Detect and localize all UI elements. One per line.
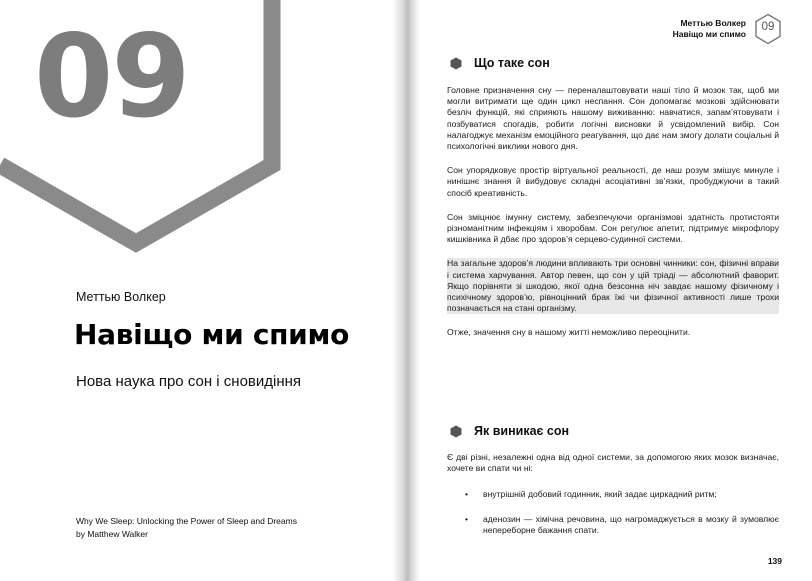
bullet-dot-icon: • (465, 489, 469, 499)
chapter-badge-number: 09 (761, 21, 775, 33)
list-item-text: аденозин — хімічна речовина, що нагромаджується в мозку й зумовлює непереборне бажання спати. (483, 514, 779, 536)
original-title (76, 515, 297, 541)
bullet-dot-icon: • (465, 514, 469, 525)
section-heading-text: Що таке сон (474, 56, 550, 70)
chapter-number: 09 (34, 10, 189, 143)
running-head-author: Меттью Волкер (680, 18, 746, 28)
section1-body (447, 85, 779, 352)
section-heading-text: Як виникає сон (474, 424, 570, 438)
author-name: Меттью Волкер (76, 290, 166, 304)
section2-intro (447, 452, 779, 487)
list-item (447, 489, 779, 500)
book-gutter (392, 0, 420, 581)
section-heading-how-sleep-arises (450, 424, 569, 438)
paragraph: Сон зміцнює імунну систему, забезпечуючи організмові здатність протистояти різноманітним інфекціям і хворобам. Сон регулює апетит, підтримує мікрофлору кишківника й дбає про здоров’я серцево-судинної системи. (447, 211, 779, 245)
original-title-line: Why We Sleep: Unlocking the Power of Sleep and Dreams (76, 516, 297, 526)
book-subtitle: Нова наука про сон і сновидіння (76, 373, 302, 390)
right-page (420, 0, 812, 581)
hexagon-bullet-icon (450, 57, 462, 70)
section-heading-what-is-sleep (450, 56, 550, 70)
original-author-line: by Matthew Walker (76, 529, 148, 539)
chapter-badge (754, 13, 782, 45)
paragraph-highlighted: На загальне здоров’я людини впливають три основні чинники: сон, фізичні вправи і система харчування. Автор певен, що сон у цій тріаді — абсолютний фаворит. Якщо порівняти зі шкодою, якої одна безсонна ніч завдає нашому фізичному і психічному здоров’ю, рівноцінний брак їжі чи фізичної активності лише трохи позначається на стані організму. (447, 258, 779, 314)
paragraph: Сон упорядковує простір віртуальної реальності, де наш розум змішує минуле і нинішнє знання й вибудовує складні асоціативні зв’язки, пробуджуючи в такий спосіб креативність. (447, 165, 779, 198)
left-page (0, 0, 405, 581)
hexagon-bullet-icon (450, 425, 462, 438)
list-item-text: внутрішній добовий годинник, який задає циркадний ритм; (483, 489, 717, 499)
page-number: 139 (767, 556, 782, 566)
section2-bullet-list (447, 489, 779, 551)
book-title: Навіщо ми спимо (74, 318, 350, 351)
running-head (673, 18, 746, 40)
paragraph: Отже, значення сну в нашому житті неможливо переоцінити. (447, 327, 691, 338)
paragraph: Головне призначення сну — переналаштовувати наші тіло й мозок так, щоб ми могли витримати ще один цикл неспання. Сон допомагає мозкові здійснювати безліч функцій, які сприяють нашому виживанню: навчатися, запам’ятовувати і позбуватися спогадів, робити логічні висновки й усвідомлений вибір. Сон налагоджує механізм емоційного реагування, що дає нам змогу долати соціальні й психологічні виклики нового дня. (447, 85, 779, 152)
paragraph: Є дві різні, незалежні одна від одної системи, за допомогою яких мозок визначає, хочете ви спати чи ні: (447, 452, 779, 474)
running-head-title: Навіщо ми спимо (672, 29, 746, 39)
list-item (447, 514, 779, 536)
